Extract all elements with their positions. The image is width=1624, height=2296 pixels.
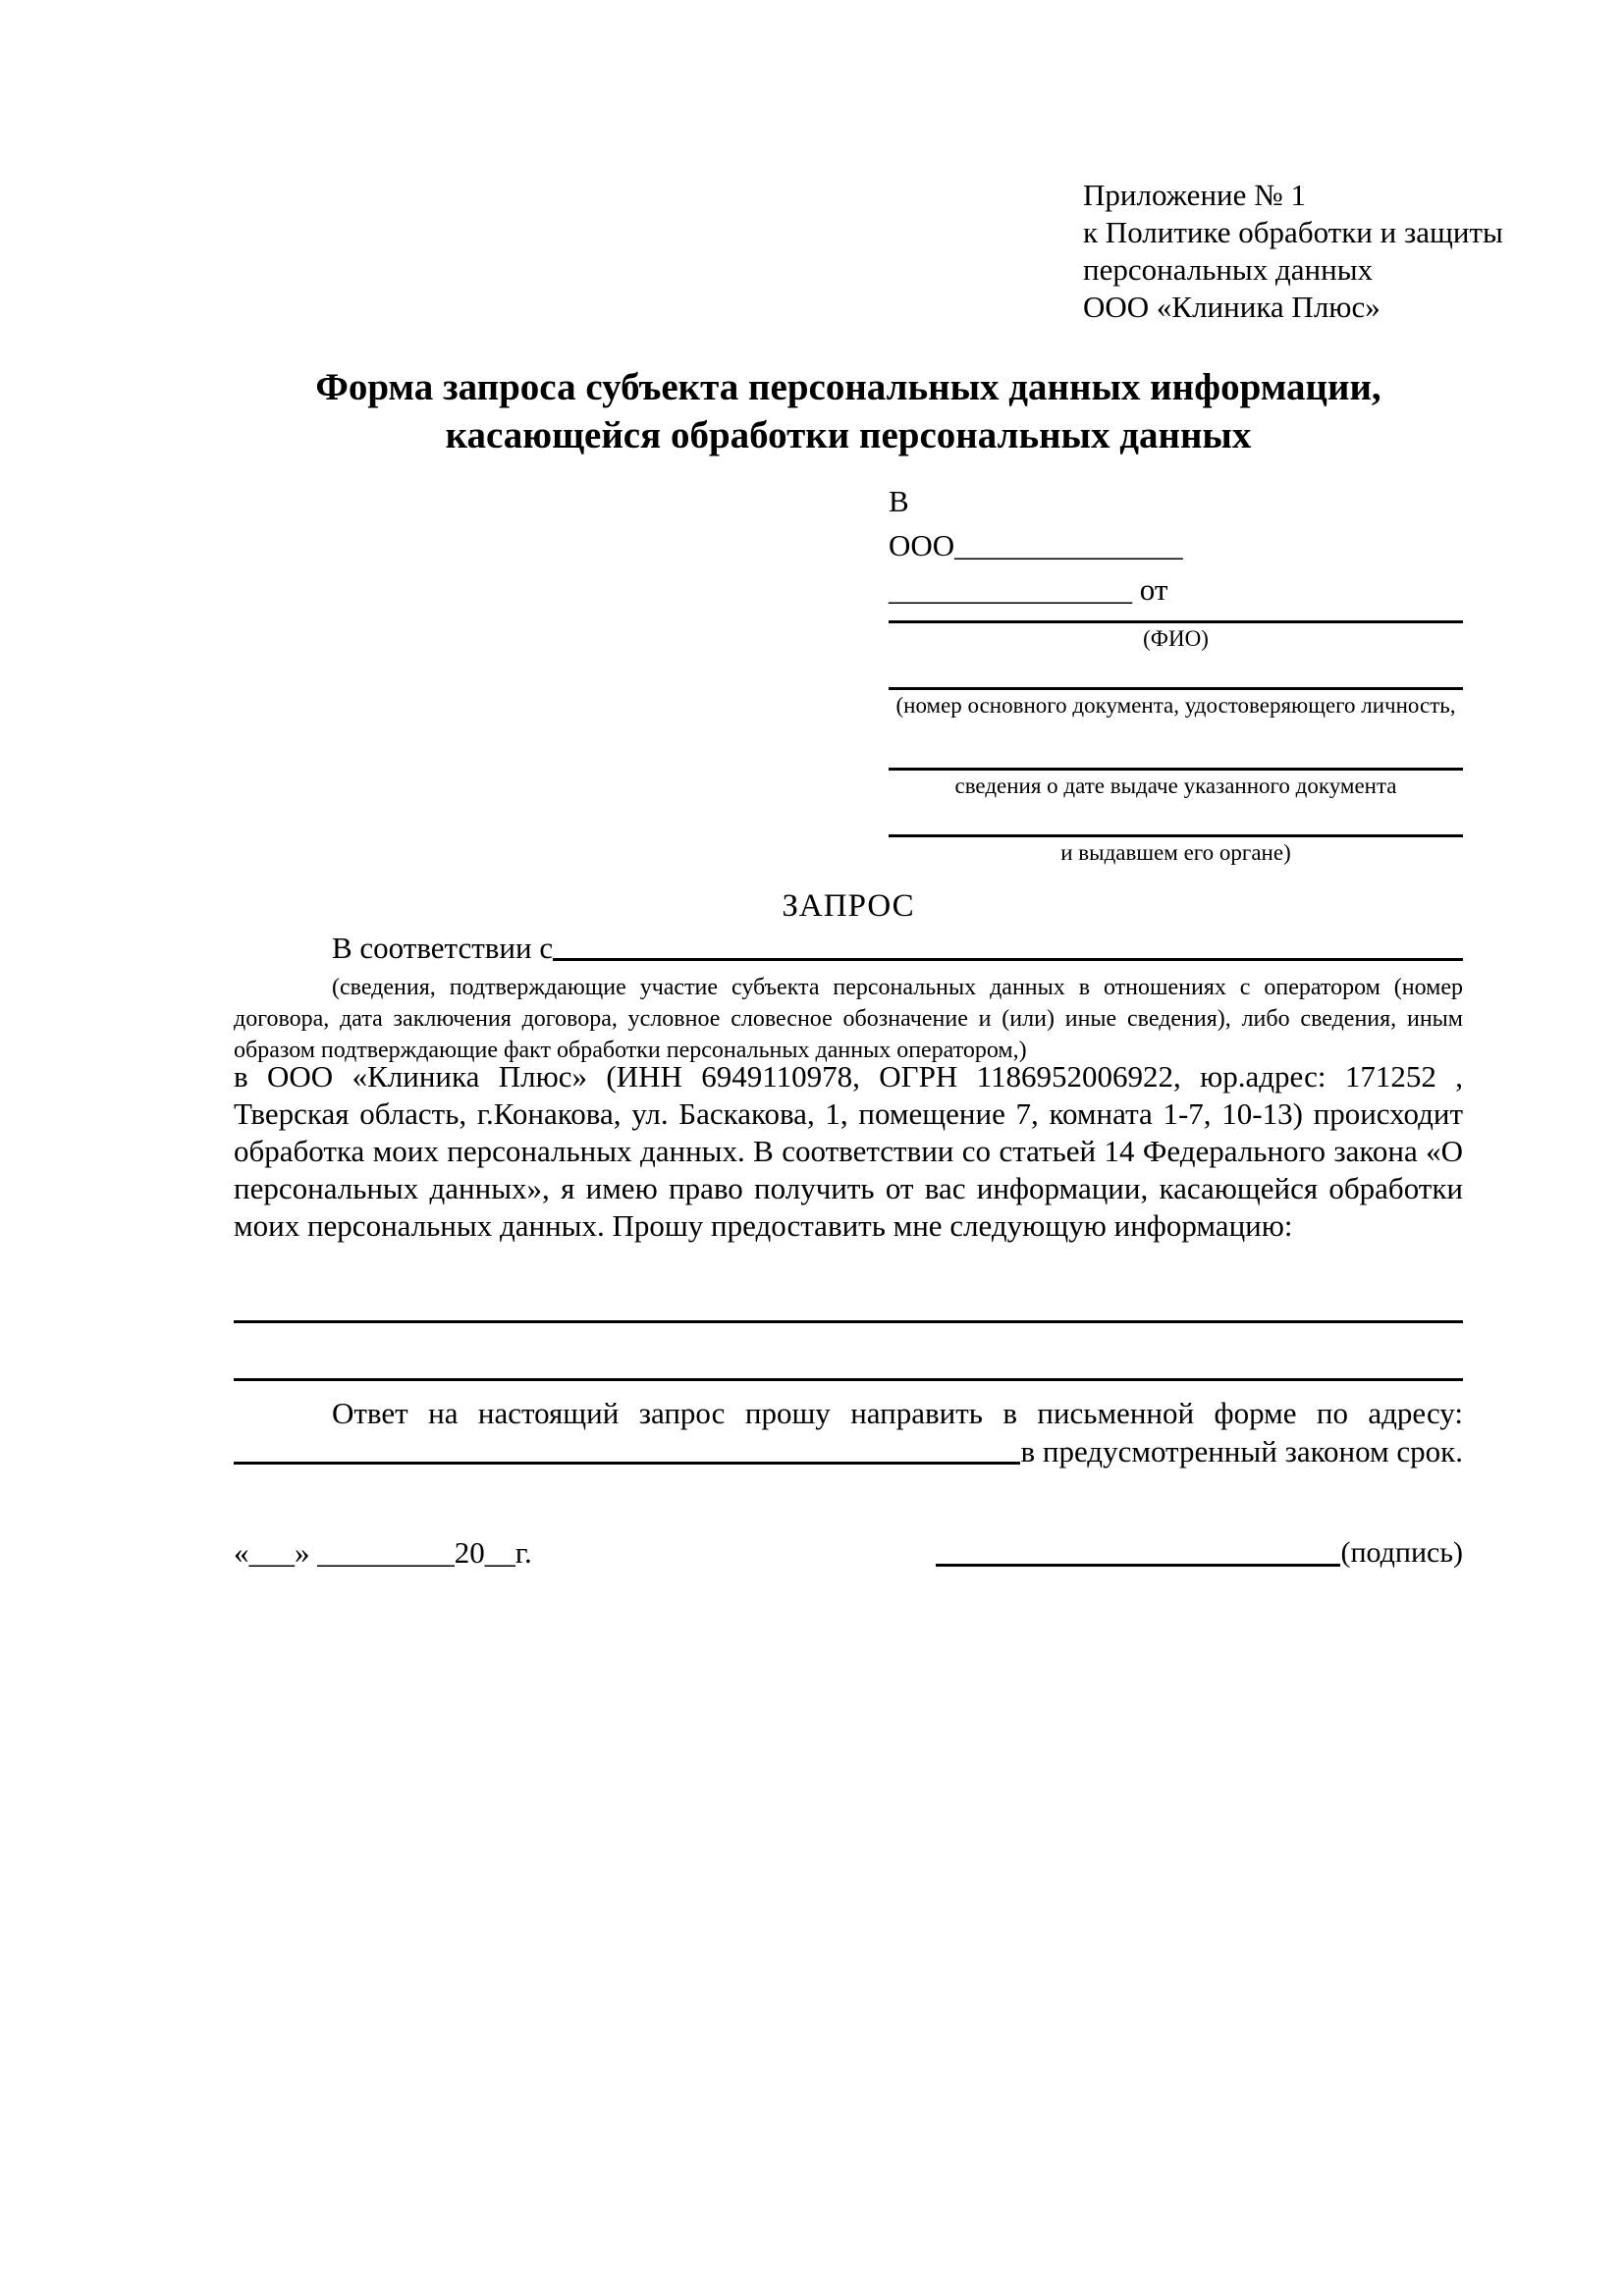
- annex-line-2: к Политике обработки и защиты: [1083, 215, 1503, 249]
- document-number-blank-line: [889, 687, 1463, 690]
- intro-row: [234, 929, 1463, 967]
- date-blank: «___» _________20__г.: [234, 1535, 532, 1570]
- addressee-from-blank: ________________ от: [889, 572, 1168, 607]
- reply-address-blank-line: [234, 1462, 1020, 1465]
- annex-line-4: ООО «Клиника Плюс»: [1083, 290, 1380, 324]
- signature-blank-line: [936, 1564, 1340, 1567]
- fio-caption: (ФИО): [1143, 626, 1209, 651]
- reply-instruction: Ответ на настоящий запрос прошу направить в письменной форме по адресу:: [332, 1396, 1463, 1430]
- document-title: [234, 363, 1463, 459]
- addressee-ooo-blank: ООО_______________: [889, 528, 1183, 562]
- issuing-authority-blank-line: [889, 834, 1463, 837]
- issuing-authority-caption: и выдавшем его органе): [1060, 840, 1291, 865]
- information-blank-line-2: [234, 1378, 1463, 1381]
- annex-line-1: Приложение № 1: [1083, 178, 1306, 212]
- document-title-line-1: Форма запроса субъекта персональных данных информации,: [315, 366, 1381, 408]
- signature-row: [234, 1533, 1463, 1573]
- document-title-line-2: касающейся обработки персональных данных: [445, 414, 1252, 456]
- information-blank-line-1: [234, 1320, 1463, 1323]
- annex-header: [1083, 177, 1503, 326]
- request-body-paragraph: в ООО «Клиника Плюс» (ИНН 6949110978, ОГРН 1186952006922, юр.адрес: 171252 , Тверская область, г.Конакова, ул. Баскакова, 1, помещение 7, комната 1-7, 10-13) происходит обработка моих персональных данных. В соответствии со статьей 14 Федерального закона «О персональных данных», я имею право получить от вас информации, касающейся обработки моих персональных данных. Прошу предоставить мне следующую информацию:: [234, 1059, 1463, 1243]
- request-heading: ЗАПРОС: [782, 888, 915, 924]
- addressee-to-label: В: [889, 484, 909, 518]
- annex-line-3: персональных данных: [1083, 252, 1374, 287]
- document-number-caption: (номер основного документа, удостоверяющего личность,: [895, 693, 1456, 718]
- intro-blank-line: [553, 958, 1463, 961]
- reply-instruction-tail: в предусмотренный законом срок.: [1020, 1434, 1463, 1468]
- fio-blank-line: [889, 620, 1463, 623]
- intro-footnote: (сведения, подтверждающие участие субъекта персональных данных в отношениях с оператором (номер договора, дата заключения договора, условное словесное обозначение и (или) иные сведения), либо сведения, иным образом подтверждающие факт обработки персональных данных оператором,): [234, 975, 1463, 1063]
- intro-label: В соответствии с: [332, 931, 554, 965]
- signature-caption: (подпись): [1340, 1536, 1463, 1569]
- addressee-block: [889, 479, 1463, 866]
- issue-date-caption: сведения о дате выдаче указанного документа: [954, 774, 1397, 798]
- issue-date-blank-line: [889, 768, 1463, 771]
- reply-address-row: [234, 1432, 1463, 1470]
